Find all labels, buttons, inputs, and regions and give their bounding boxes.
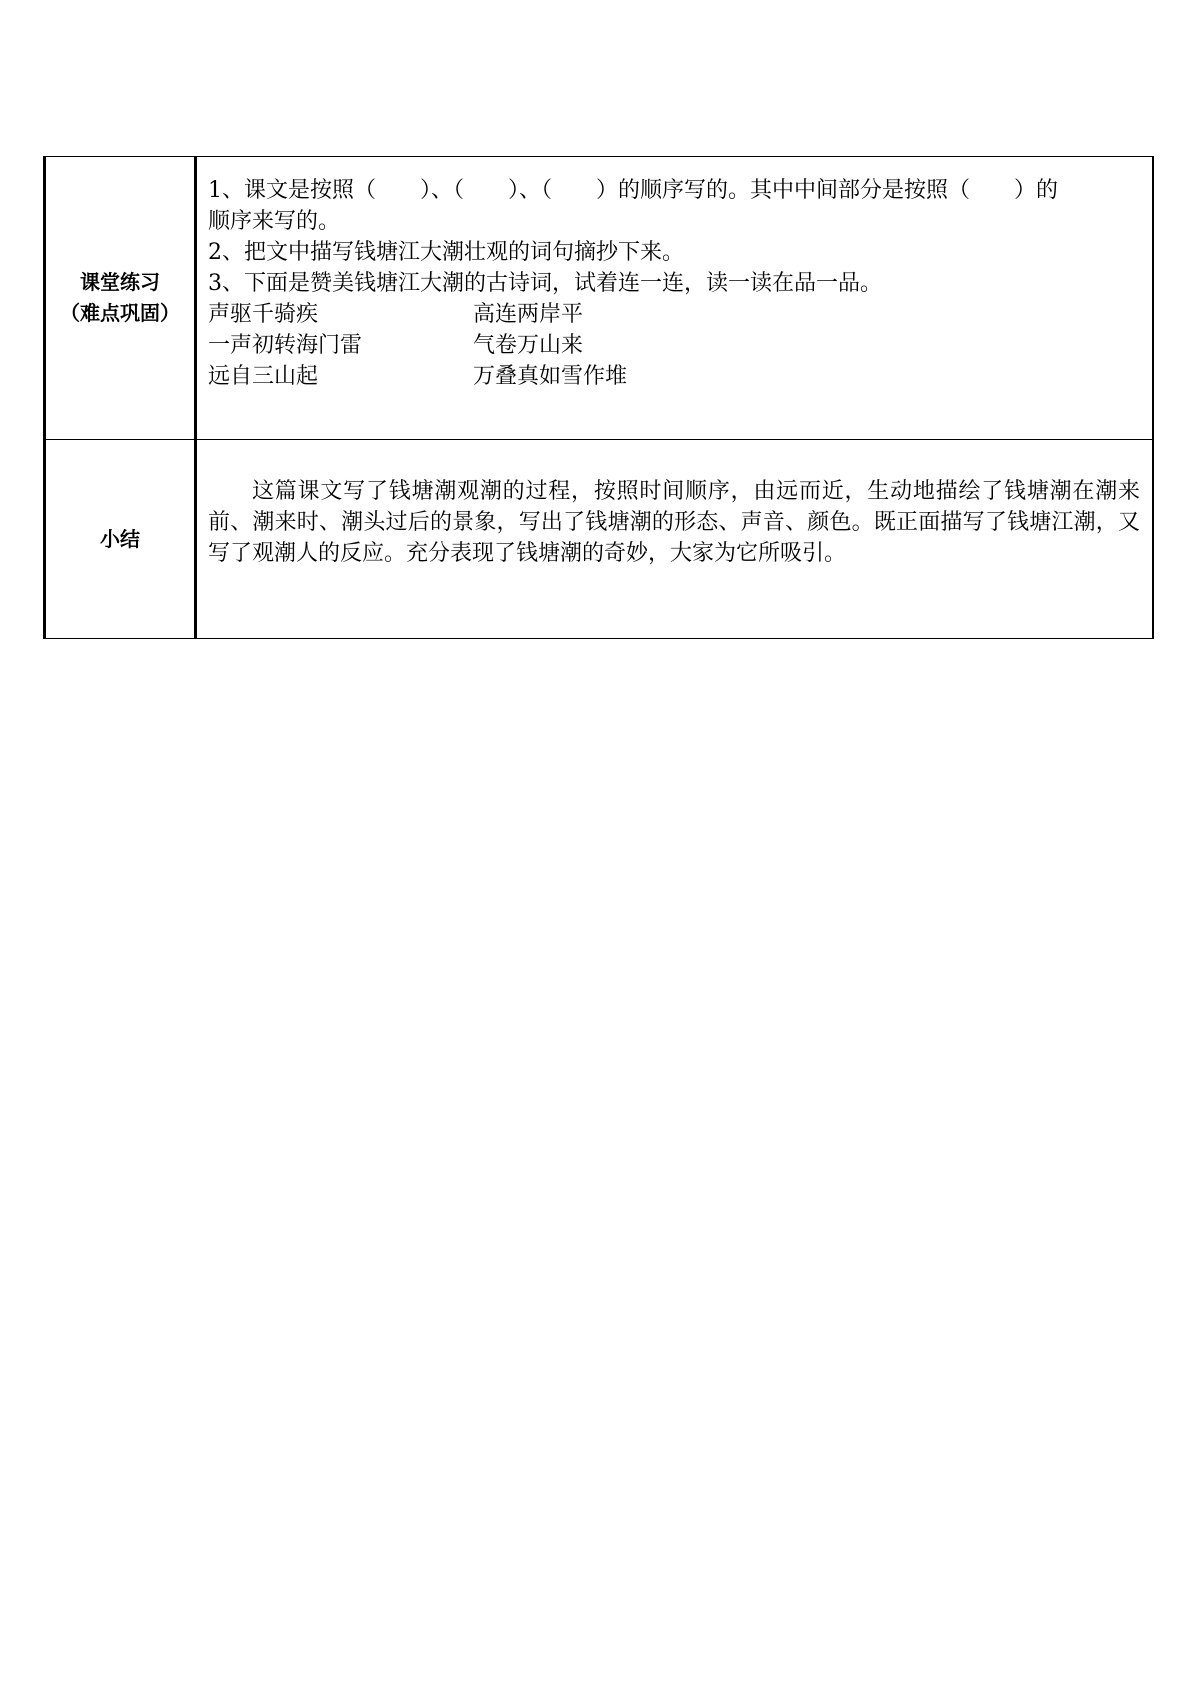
- practice-content-cell: [196, 157, 1154, 440]
- summary-row: [45, 440, 1154, 639]
- question-1-line-2: 顺序来写的。: [208, 209, 341, 234]
- poem-right-line: 高连两岸平: [473, 302, 584, 327]
- poem-pair: [208, 299, 1138, 330]
- summary-content-cell: [196, 440, 1154, 639]
- poem-pair: [208, 361, 1138, 392]
- lesson-table: [43, 156, 1154, 639]
- poem-right-line: 万叠真如雪作堆: [473, 364, 628, 389]
- poem-right-line: 气卷万山来: [473, 333, 584, 358]
- poem-left-line: 远自三山起: [208, 364, 319, 389]
- poem-left-line: 一声初转海门雷: [208, 333, 363, 358]
- practice-row: [45, 157, 1154, 440]
- question-2: 2、把文中描写钱塘江大潮壮观的词句摘抄下来。: [208, 240, 684, 265]
- summary-label-cell: [45, 440, 196, 639]
- poem-pair: [208, 330, 1138, 361]
- practice-label: 课堂练习: [80, 270, 160, 294]
- summary-paragraph: 这篇课文写了钱塘潮观潮的过程，按照时间顺序，由远而近，生动地描绘了钱塘潮在潮来前、潮来时、潮头过后的景象，写出了钱塘潮的形态、声音、颜色。既正面描写了钱塘江潮，又写了观潮人的反应。充分表现了钱塘潮的奇妙，大家为它所吸引。: [208, 479, 1140, 566]
- practice-label-cell: [45, 157, 196, 440]
- poem-left-line: 声驱千骑疾: [208, 302, 319, 327]
- question-3: 3、下面是赞美钱塘江大潮的古诗词，试着连一连，读一读在品一品。: [208, 271, 882, 296]
- question-1-line-1: 1、课文是按照（ ）、（ ）、（ ）的顺序写的。其中中间部分是按照（ ）的: [208, 178, 1059, 203]
- summary-label: 小结: [100, 526, 140, 551]
- practice-sublabel: （难点巩固）: [60, 301, 180, 325]
